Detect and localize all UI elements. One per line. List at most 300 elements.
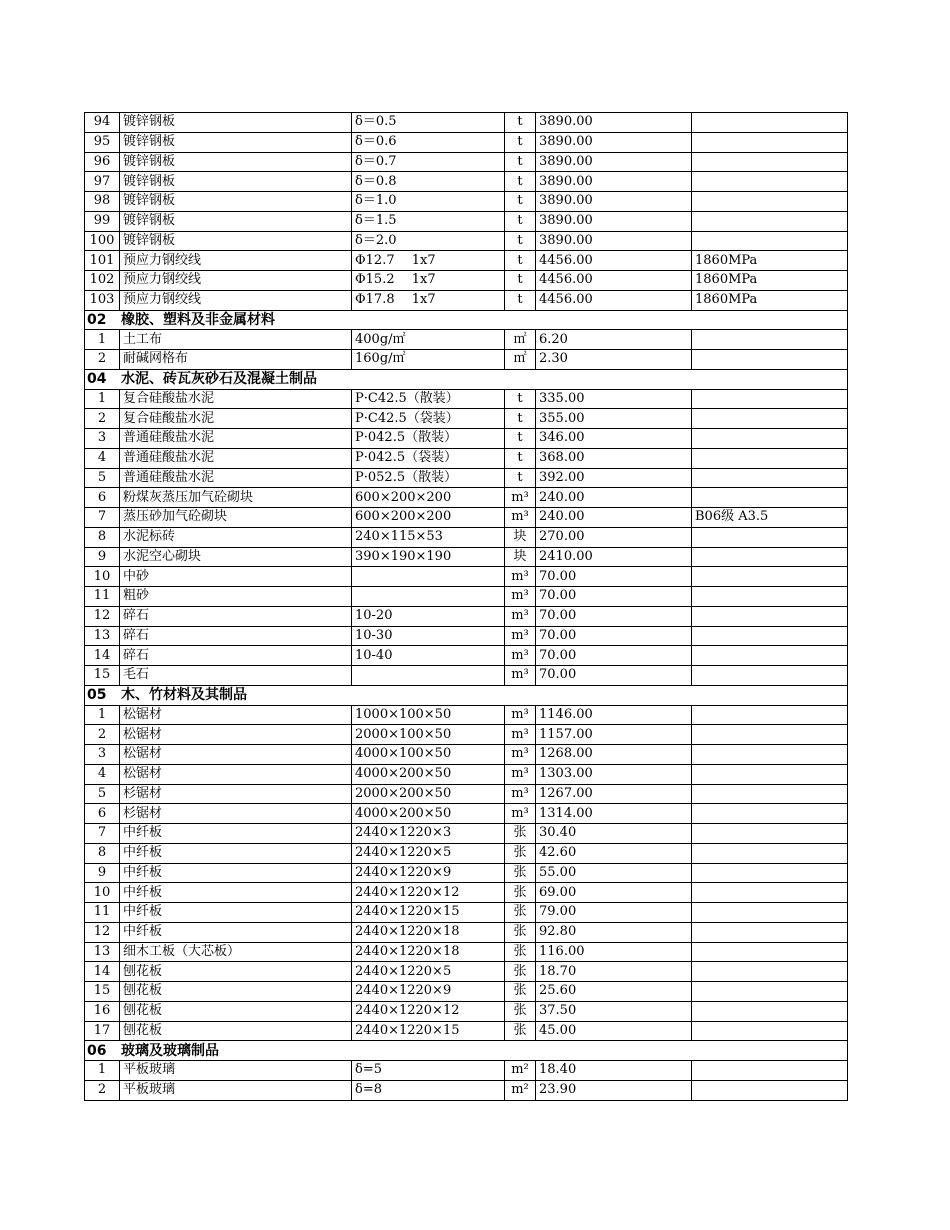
material-name-cell: 中砂 [120, 567, 352, 587]
note-cell [692, 705, 848, 725]
item-number-cell: 13 [85, 626, 120, 646]
spec-cell: δ＝0.7 [352, 152, 505, 172]
price-cell: 70.00 [536, 666, 692, 686]
material-name-cell: 镀锌钢板 [120, 152, 352, 172]
unit-cell: 张 [505, 982, 536, 1002]
unit-cell: m³ [505, 764, 536, 784]
spec-cell: 400g/㎡ [352, 330, 505, 350]
material-name-cell: 粗砂 [120, 587, 352, 607]
price-cell: 70.00 [536, 587, 692, 607]
table-row [85, 903, 848, 923]
unit-cell: 张 [505, 922, 536, 942]
material-name-cell: 中纤板 [120, 824, 352, 844]
price-cell: 240.00 [536, 508, 692, 528]
material-name-cell: 中纤板 [120, 863, 352, 883]
table-row [85, 626, 848, 646]
material-name-cell: 镀锌钢板 [120, 132, 352, 152]
material-name-cell: 碎石 [120, 606, 352, 626]
unit-cell: t [505, 389, 536, 409]
price-cell: 240.00 [536, 488, 692, 508]
section-header-row [85, 1041, 848, 1061]
note-cell [692, 231, 848, 251]
item-number-cell: 9 [85, 863, 120, 883]
price-table [84, 112, 848, 1101]
item-number-cell: 1 [85, 389, 120, 409]
material-name-cell: 中纤板 [120, 903, 352, 923]
table-row [85, 843, 848, 863]
price-cell: 3890.00 [536, 172, 692, 192]
spec-cell: P·042.5（散装） [352, 429, 505, 449]
unit-cell: m³ [505, 488, 536, 508]
table-row [85, 1021, 848, 1041]
unit-cell: m³ [505, 646, 536, 666]
note-cell: 1860MPa [692, 251, 848, 271]
note-cell [692, 962, 848, 982]
price-cell: 2.30 [536, 350, 692, 370]
unit-cell: m³ [505, 606, 536, 626]
note-cell [692, 982, 848, 1002]
unit-cell: 张 [505, 883, 536, 903]
item-number-cell: 3 [85, 429, 120, 449]
material-name-cell: 复合硅酸盐水泥 [120, 409, 352, 429]
price-cell: 3890.00 [536, 113, 692, 133]
note-cell [692, 587, 848, 607]
material-name-cell: 普通硅酸盐水泥 [120, 429, 352, 449]
spec-cell: 4000×200×50 [352, 764, 505, 784]
spec-cell: δ＝0.6 [352, 132, 505, 152]
table-row [85, 764, 848, 784]
spec-cell: 4000×200×50 [352, 804, 505, 824]
table-row [85, 448, 848, 468]
spec-cell: δ=5 [352, 1061, 505, 1081]
spec-cell: δ＝2.0 [352, 231, 505, 251]
item-number-cell: 10 [85, 883, 120, 903]
note-cell [692, 903, 848, 923]
price-cell: 3890.00 [536, 152, 692, 172]
material-name-cell: 普通硅酸盐水泥 [120, 448, 352, 468]
unit-cell: t [505, 271, 536, 291]
item-number-cell: 1 [85, 705, 120, 725]
spec-cell: 2440×1220×18 [352, 942, 505, 962]
table-row [85, 409, 848, 429]
price-cell: 1157.00 [536, 725, 692, 745]
spec-cell: δ=8 [352, 1080, 505, 1100]
unit-cell: 块 [505, 527, 536, 547]
price-cell: 18.40 [536, 1061, 692, 1081]
note-cell [692, 172, 848, 192]
note-cell [692, 547, 848, 567]
spec-cell: 600×200×200 [352, 488, 505, 508]
table-row [85, 192, 848, 212]
note-cell [692, 804, 848, 824]
price-cell: 70.00 [536, 567, 692, 587]
material-name-cell: 镀锌钢板 [120, 211, 352, 231]
item-number-cell: 101 [85, 251, 120, 271]
price-cell: 3890.00 [536, 211, 692, 231]
material-name-cell: 杉锯材 [120, 784, 352, 804]
material-name-cell: 土工布 [120, 330, 352, 350]
item-number-cell: 94 [85, 113, 120, 133]
price-cell: 6.20 [536, 330, 692, 350]
note-cell [692, 1080, 848, 1100]
unit-cell: m³ [505, 666, 536, 686]
item-number-cell: 96 [85, 152, 120, 172]
table-row [85, 468, 848, 488]
section-header-row [85, 369, 848, 389]
table-row [85, 231, 848, 251]
item-number-cell: 12 [85, 606, 120, 626]
unit-cell: t [505, 132, 536, 152]
item-number-cell: 99 [85, 211, 120, 231]
table-row [85, 488, 848, 508]
unit-cell: t [505, 172, 536, 192]
item-number-cell: 7 [85, 508, 120, 528]
item-number-cell: 9 [85, 547, 120, 567]
material-name-cell: 预应力钢绞线 [120, 251, 352, 271]
unit-cell: 张 [505, 1001, 536, 1021]
section-title: 木、竹材料及其制品 [121, 687, 247, 704]
item-number-cell: 8 [85, 527, 120, 547]
price-cell: 4456.00 [536, 271, 692, 291]
unit-cell: t [505, 409, 536, 429]
item-number-cell: 4 [85, 764, 120, 784]
material-name-cell: 蒸压砂加气砼砌块 [120, 508, 352, 528]
note-cell [692, 330, 848, 350]
section-code: 05 [87, 687, 107, 704]
price-cell: 1303.00 [536, 764, 692, 784]
spec-cell: 2440×1220×9 [352, 863, 505, 883]
price-cell: 70.00 [536, 626, 692, 646]
item-number-cell: 5 [85, 784, 120, 804]
price-cell: 69.00 [536, 883, 692, 903]
material-name-cell: 毛石 [120, 666, 352, 686]
table-row [85, 429, 848, 449]
unit-cell: t [505, 290, 536, 310]
material-name-cell: 镀锌钢板 [120, 192, 352, 212]
table-row [85, 606, 848, 626]
spec-cell: 2440×1220×15 [352, 1021, 505, 1041]
note-cell [692, 429, 848, 449]
item-number-cell: 15 [85, 982, 120, 1002]
note-cell [692, 527, 848, 547]
spec-cell [352, 567, 505, 587]
unit-cell: t [505, 152, 536, 172]
item-number-cell: 7 [85, 824, 120, 844]
section-header-cell [85, 310, 848, 330]
price-cell: 30.40 [536, 824, 692, 844]
unit-cell: 张 [505, 824, 536, 844]
table-row [85, 587, 848, 607]
note-cell [692, 824, 848, 844]
note-cell [692, 745, 848, 765]
item-number-cell: 15 [85, 666, 120, 686]
table-row [85, 1061, 848, 1081]
unit-cell: 块 [505, 547, 536, 567]
price-cell: 355.00 [536, 409, 692, 429]
price-cell: 3890.00 [536, 231, 692, 251]
table-row [85, 1080, 848, 1100]
spec-cell: δ＝0.5 [352, 113, 505, 133]
price-cell: 92.80 [536, 922, 692, 942]
price-cell: 70.00 [536, 646, 692, 666]
material-name-cell: 水泥标砖 [120, 527, 352, 547]
item-number-cell: 2 [85, 350, 120, 370]
price-cell: 3890.00 [536, 192, 692, 212]
item-number-cell: 1 [85, 330, 120, 350]
spec-cell: 10-30 [352, 626, 505, 646]
spec-cell: 390×190×190 [352, 547, 505, 567]
section-header-row [85, 310, 848, 330]
material-name-cell: 复合硅酸盐水泥 [120, 389, 352, 409]
table-row [85, 725, 848, 745]
section-header-cell [85, 685, 848, 705]
item-number-cell: 10 [85, 567, 120, 587]
spec-cell: Φ17.8 1x7 [352, 290, 505, 310]
note-cell [692, 666, 848, 686]
price-cell: 1146.00 [536, 705, 692, 725]
unit-cell: t [505, 251, 536, 271]
unit-cell: t [505, 231, 536, 251]
table-row [85, 883, 848, 903]
note-cell [692, 409, 848, 429]
item-number-cell: 1 [85, 1061, 120, 1081]
unit-cell: m² [505, 1080, 536, 1100]
table-row [85, 784, 848, 804]
price-cell: 25.60 [536, 982, 692, 1002]
spec-cell: Φ12.7 1x7 [352, 251, 505, 271]
table-row [85, 251, 848, 271]
item-number-cell: 6 [85, 488, 120, 508]
table-row [85, 508, 848, 528]
price-cell: 392.00 [536, 468, 692, 488]
table-row [85, 172, 848, 192]
spec-cell: δ＝0.8 [352, 172, 505, 192]
unit-cell: t [505, 113, 536, 133]
unit-cell: 张 [505, 863, 536, 883]
note-cell [692, 192, 848, 212]
item-number-cell: 98 [85, 192, 120, 212]
material-name-cell: 中纤板 [120, 883, 352, 903]
price-cell: 4456.00 [536, 290, 692, 310]
spec-cell: 2440×1220×5 [352, 843, 505, 863]
section-title: 橡胶、塑料及非金属材料 [121, 311, 275, 328]
price-cell: 270.00 [536, 527, 692, 547]
note-cell [692, 942, 848, 962]
spec-cell: 2440×1220×3 [352, 824, 505, 844]
material-name-cell: 碎石 [120, 626, 352, 646]
spec-cell [352, 666, 505, 686]
note-cell [692, 468, 848, 488]
unit-cell: t [505, 192, 536, 212]
price-cell: 45.00 [536, 1021, 692, 1041]
table-row [85, 547, 848, 567]
material-name-cell: 中纤板 [120, 843, 352, 863]
unit-cell: t [505, 211, 536, 231]
material-name-cell: 松锯材 [120, 764, 352, 784]
material-name-cell: 杉锯材 [120, 804, 352, 824]
item-number-cell: 6 [85, 804, 120, 824]
item-number-cell: 102 [85, 271, 120, 291]
item-number-cell: 11 [85, 903, 120, 923]
table-row [85, 922, 848, 942]
section-header-cell [85, 1041, 848, 1061]
unit-cell: ㎡ [505, 350, 536, 370]
material-name-cell: 镀锌钢板 [120, 172, 352, 192]
unit-cell: 张 [505, 962, 536, 982]
material-name-cell: 刨花板 [120, 1001, 352, 1021]
material-name-cell: 中纤板 [120, 922, 352, 942]
price-table-body [85, 113, 848, 1101]
price-cell: 55.00 [536, 863, 692, 883]
unit-cell: ㎡ [505, 330, 536, 350]
item-number-cell: 13 [85, 942, 120, 962]
item-number-cell: 17 [85, 1021, 120, 1041]
item-number-cell: 14 [85, 646, 120, 666]
note-cell [692, 113, 848, 133]
unit-cell: m³ [505, 567, 536, 587]
note-cell [692, 725, 848, 745]
material-name-cell: 平板玻璃 [120, 1080, 352, 1100]
table-row [85, 666, 848, 686]
note-cell [692, 1001, 848, 1021]
note-cell: B06级 A3.5 [692, 508, 848, 528]
note-cell [692, 883, 848, 903]
item-number-cell: 2 [85, 1080, 120, 1100]
note-cell [692, 606, 848, 626]
material-name-cell: 刨花板 [120, 1021, 352, 1041]
note-cell [692, 389, 848, 409]
price-cell: 70.00 [536, 606, 692, 626]
unit-cell: m³ [505, 725, 536, 745]
spec-cell: P·C42.5（袋装） [352, 409, 505, 429]
spec-cell: 2000×200×50 [352, 784, 505, 804]
item-number-cell: 11 [85, 587, 120, 607]
note-cell [692, 132, 848, 152]
unit-cell: 张 [505, 903, 536, 923]
table-row [85, 824, 848, 844]
price-cell: 42.60 [536, 843, 692, 863]
price-cell: 1267.00 [536, 784, 692, 804]
material-name-cell: 镀锌钢板 [120, 113, 352, 133]
table-row [85, 527, 848, 547]
spec-cell: 10-40 [352, 646, 505, 666]
spec-cell [352, 587, 505, 607]
material-name-cell: 耐碱网格布 [120, 350, 352, 370]
price-cell: 2410.00 [536, 547, 692, 567]
table-row [85, 804, 848, 824]
unit-cell: t [505, 429, 536, 449]
note-cell [692, 626, 848, 646]
item-number-cell: 14 [85, 962, 120, 982]
material-name-cell: 松锯材 [120, 745, 352, 765]
note-cell [692, 567, 848, 587]
section-code: 04 [87, 371, 107, 388]
spec-cell: 2440×1220×12 [352, 1001, 505, 1021]
unit-cell: m³ [505, 705, 536, 725]
spec-cell: 4000×100×50 [352, 745, 505, 765]
item-number-cell: 12 [85, 922, 120, 942]
price-cell: 368.00 [536, 448, 692, 468]
note-cell [692, 1061, 848, 1081]
unit-cell: m³ [505, 804, 536, 824]
table-row [85, 113, 848, 133]
item-number-cell: 16 [85, 1001, 120, 1021]
note-cell [692, 488, 848, 508]
material-name-cell: 松锯材 [120, 705, 352, 725]
item-number-cell: 95 [85, 132, 120, 152]
note-cell [692, 863, 848, 883]
spec-cell: 240×115×53 [352, 527, 505, 547]
section-code: 02 [87, 311, 107, 328]
material-name-cell: 碎石 [120, 646, 352, 666]
section-header-cell [85, 369, 848, 389]
table-row [85, 1001, 848, 1021]
section-title: 玻璃及玻璃制品 [121, 1042, 219, 1059]
table-row [85, 152, 848, 172]
table-row [85, 389, 848, 409]
item-number-cell: 100 [85, 231, 120, 251]
note-cell [692, 784, 848, 804]
table-row [85, 271, 848, 291]
unit-cell: 张 [505, 843, 536, 863]
price-cell: 1314.00 [536, 804, 692, 824]
unit-cell: 张 [505, 1021, 536, 1041]
spec-cell: P·052.5（散装） [352, 468, 505, 488]
table-row [85, 290, 848, 310]
unit-cell: 张 [505, 942, 536, 962]
unit-cell: m² [505, 1061, 536, 1081]
material-name-cell: 粉煤灰蒸压加气砼砌块 [120, 488, 352, 508]
note-cell [692, 448, 848, 468]
material-name-cell: 预应力钢绞线 [120, 290, 352, 310]
price-cell: 18.70 [536, 962, 692, 982]
spec-cell: P·042.5（袋装） [352, 448, 505, 468]
item-number-cell: 3 [85, 745, 120, 765]
table-row [85, 705, 848, 725]
material-name-cell: 细木工板（大芯板） [120, 942, 352, 962]
spec-cell: Φ15.2 1x7 [352, 271, 505, 291]
table-row [85, 863, 848, 883]
unit-cell: m³ [505, 784, 536, 804]
unit-cell: m³ [505, 626, 536, 646]
table-row [85, 567, 848, 587]
note-cell [692, 764, 848, 784]
item-number-cell: 103 [85, 290, 120, 310]
spec-cell: 2440×1220×12 [352, 883, 505, 903]
spec-cell: δ＝1.5 [352, 211, 505, 231]
material-name-cell: 镀锌钢板 [120, 231, 352, 251]
unit-cell: m³ [505, 508, 536, 528]
item-number-cell: 5 [85, 468, 120, 488]
spec-cell: 2000×100×50 [352, 725, 505, 745]
price-cell: 4456.00 [536, 251, 692, 271]
spec-cell: δ＝1.0 [352, 192, 505, 212]
unit-cell: t [505, 448, 536, 468]
note-cell [692, 1021, 848, 1041]
spec-cell: 1000×100×50 [352, 705, 505, 725]
spec-cell: 10-20 [352, 606, 505, 626]
material-name-cell: 刨花板 [120, 962, 352, 982]
item-number-cell: 97 [85, 172, 120, 192]
table-row [85, 962, 848, 982]
price-cell: 79.00 [536, 903, 692, 923]
spec-cell: 600×200×200 [352, 508, 505, 528]
table-row [85, 211, 848, 231]
material-name-cell: 松锯材 [120, 725, 352, 745]
price-cell: 23.90 [536, 1080, 692, 1100]
table-row [85, 745, 848, 765]
spec-cell: P·C42.5（散装） [352, 389, 505, 409]
